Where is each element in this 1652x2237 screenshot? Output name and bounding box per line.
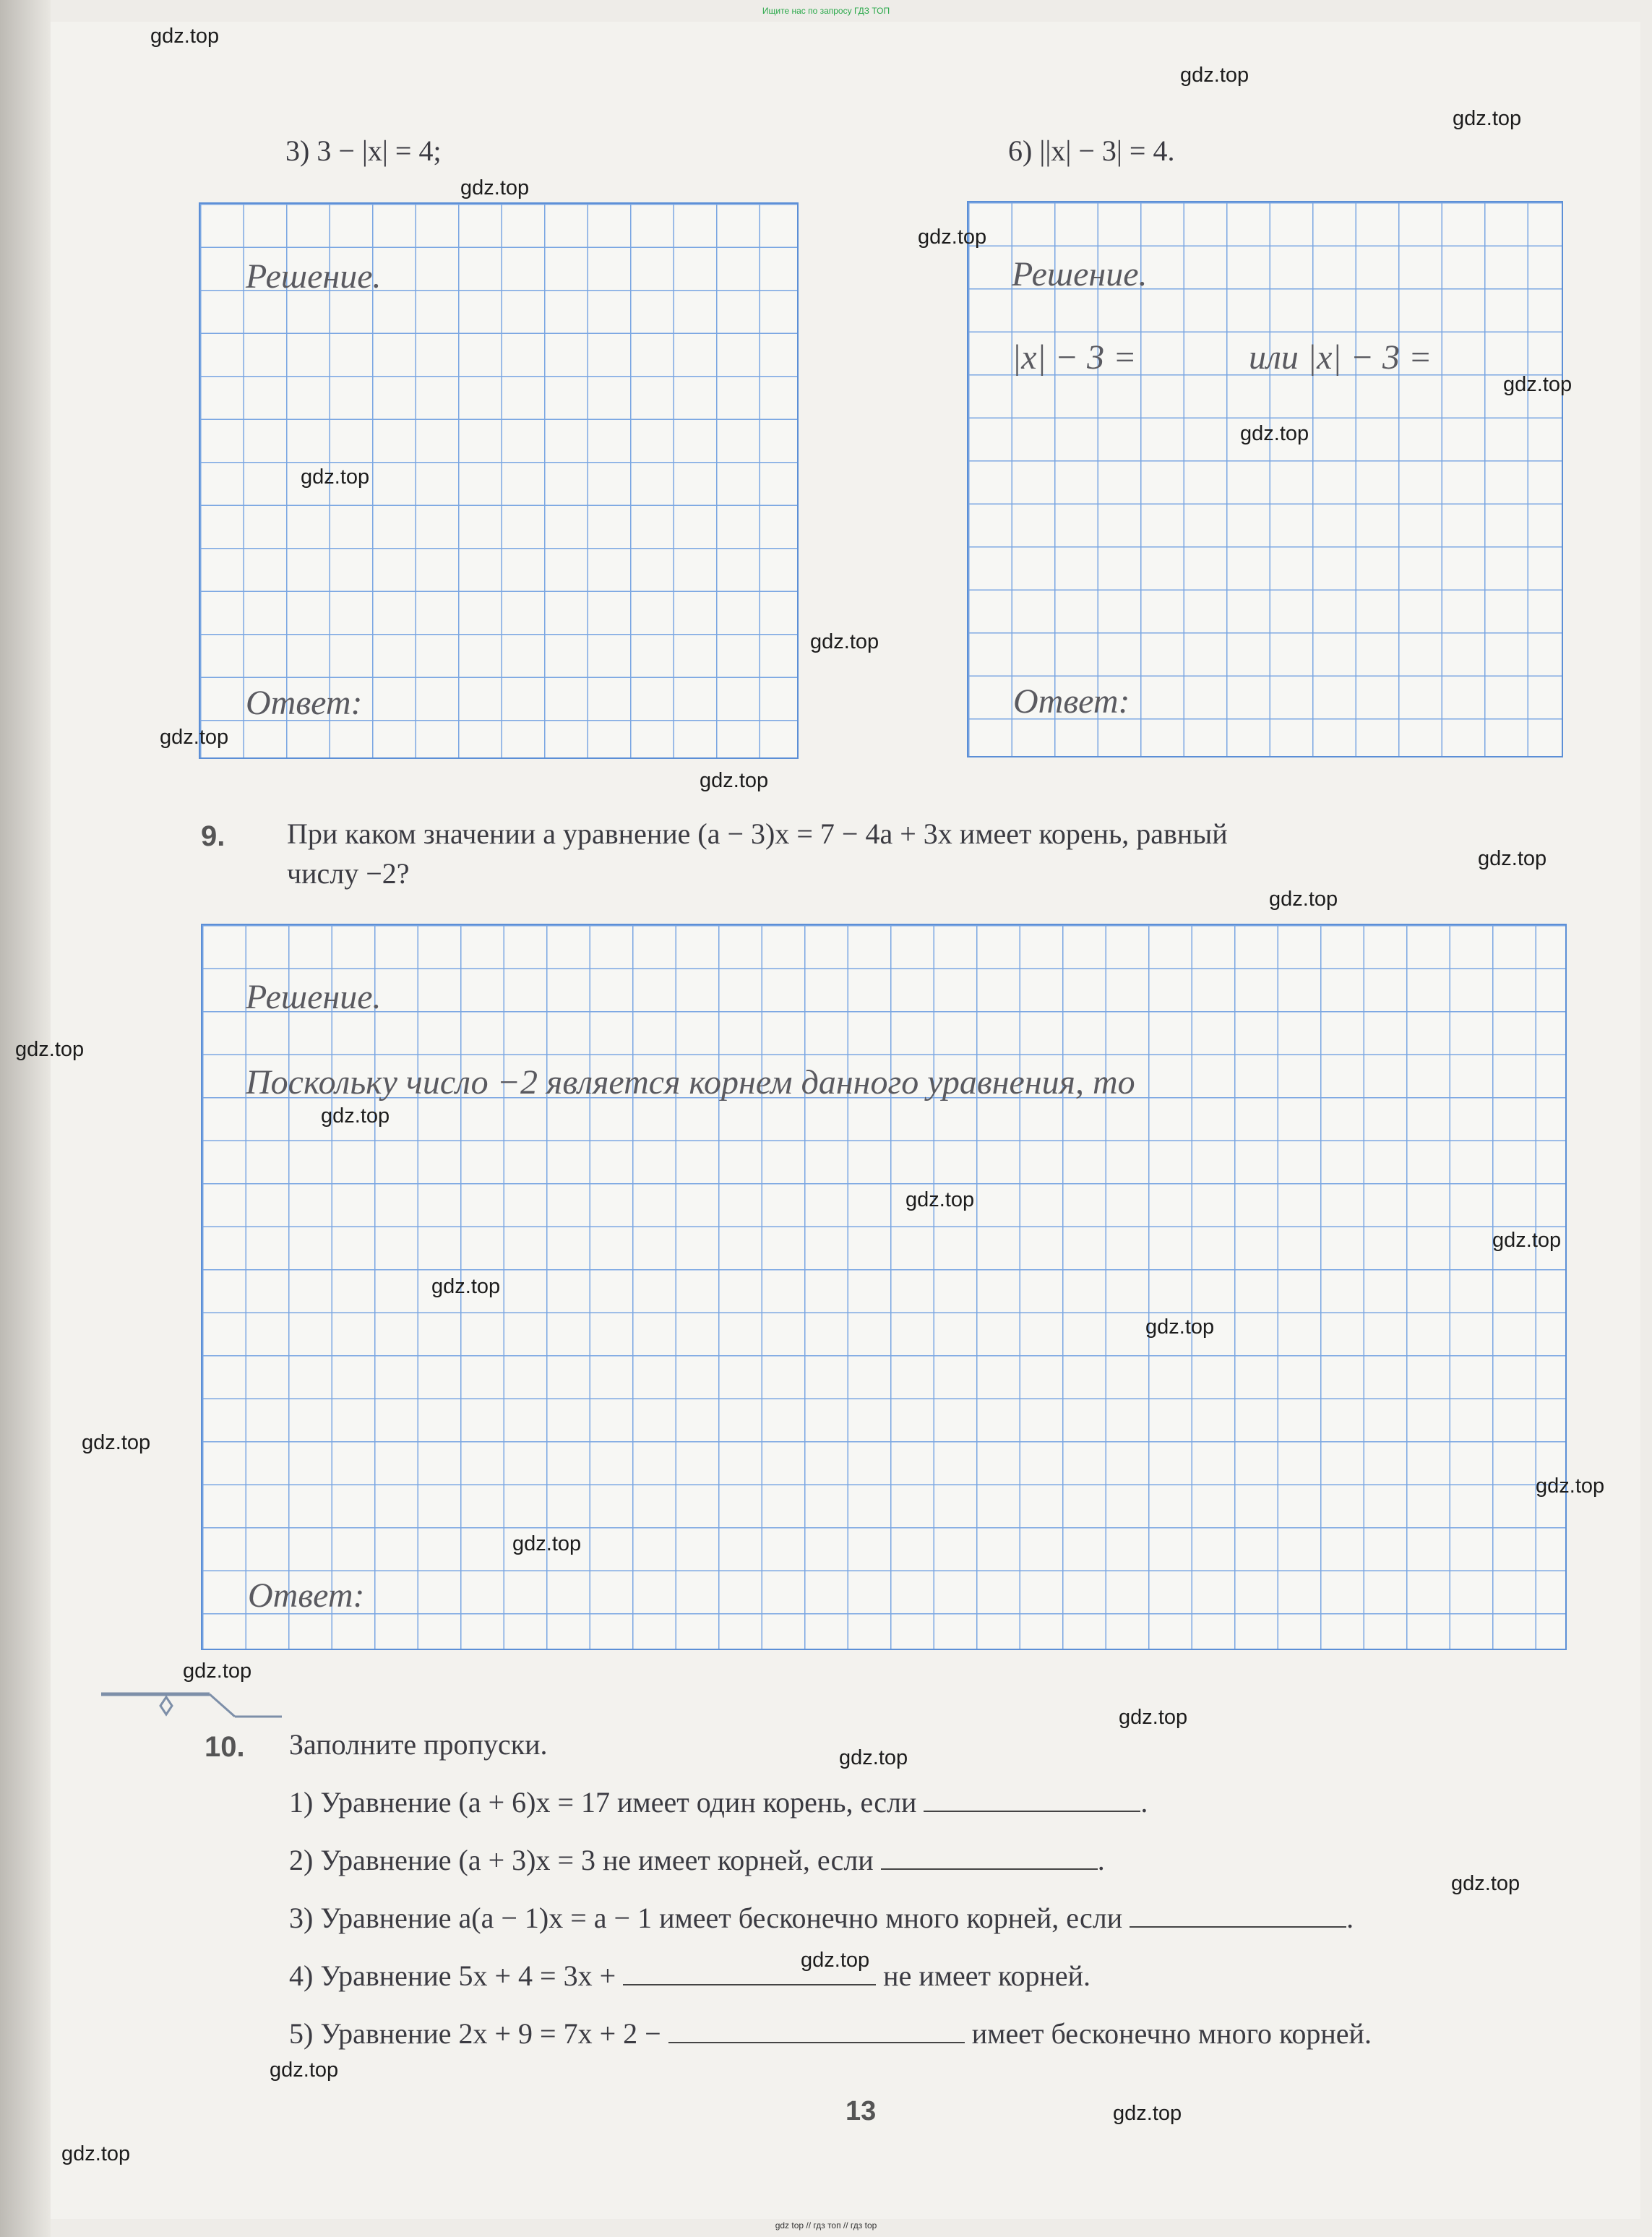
task9-hint-line: Поскольку число −2 является корнем данного уравнения, то (246, 1063, 1135, 1102)
task10-item-5-text: 5) Уравнение 2x + 9 = 7x + 2 − (289, 2017, 661, 2050)
watermark: gdz.top (321, 1104, 390, 1128)
watermark: gdz.top (1269, 888, 1338, 911)
task9-text-line1: При каком значении a уравнение (a − 3)x = 7 − 4a + 3x имеет корень, равный (287, 817, 1228, 850)
watermark: gdz.top (1478, 847, 1547, 870)
watermark: gdz.top (700, 769, 769, 792)
task8-item3: 3) 3 − |x| = 4; (285, 134, 442, 167)
task10-item-5-tail: имеет бесконечно много корней. (971, 2017, 1372, 2050)
watermark: gdz.top (160, 726, 229, 749)
task10-item-2 (289, 1843, 1105, 1877)
task8-right-equation-left: |x| − 3 = (1012, 338, 1137, 377)
task8-right-equation-right: или |x| − 3 = (1249, 338, 1432, 377)
watermark: gdz.top (15, 1038, 85, 1061)
watermark: gdz.top (512, 1532, 582, 1555)
watermark: gdz.top (301, 465, 370, 489)
task8-item6: 6) ||x| − 3| = 4. (1008, 134, 1175, 167)
task8-left-solution-label: Решение. (246, 257, 382, 296)
watermark: gdz.top (810, 630, 879, 653)
task10-item-3-tail: . (1346, 1902, 1354, 1934)
watermark: gdz.top (801, 1949, 870, 1972)
watermark: gdz.top (61, 2142, 131, 2165)
task9-number: 9. (201, 820, 225, 852)
watermark: gdz.top (1453, 107, 1522, 130)
watermark: gdz.top (1119, 1706, 1188, 1729)
watermark: gdz.top (460, 176, 530, 199)
watermark: gdz.top (1180, 64, 1249, 87)
top-search-link[interactable]: Ищите нас по запросу ГДЗ ТОП (762, 6, 890, 16)
watermark: gdz.top (1451, 1872, 1520, 1895)
task10-item-4-text: 4) Уравнение 5x + 4 = 3x + (289, 1959, 616, 1992)
task10-item-4-tail: не имеет корней. (883, 1959, 1091, 1992)
watermark: gdz.top (839, 1746, 908, 1769)
watermark: gdz.top (270, 2058, 339, 2082)
task10-item-2-blank[interactable] (881, 1844, 1098, 1870)
task10-item-1 (289, 1785, 1148, 1819)
watermark: gdz.top (1492, 1229, 1562, 1252)
task8-right-answer-label: Ответ: (1013, 682, 1130, 721)
task8-right-solution-label: Решение. (1012, 255, 1148, 293)
task10-item-5 (289, 2017, 1372, 2051)
watermark: gdz.top (431, 1275, 501, 1298)
task10-item-1-tail: . (1140, 1786, 1148, 1819)
task10-item-2-tail: . (1097, 1844, 1105, 1876)
task10-title: Заполните пропуски. (289, 1728, 548, 1761)
task10-item-3 (289, 1901, 1354, 1935)
section-divider-icon (101, 1677, 282, 1720)
task10-item-3-blank[interactable] (1130, 1902, 1346, 1928)
task9-text-line2: числу −2? (287, 857, 410, 890)
book-spine-shadow (0, 0, 51, 2237)
watermark: gdz.top (918, 226, 987, 249)
task10-item-1-text: 1) Уравнение (a + 6)x = 17 имеет один корень, если (289, 1786, 917, 1819)
task10-item-5-blank[interactable] (668, 2017, 965, 2043)
watermark: gdz.top (1113, 2102, 1182, 2125)
watermark: gdz.top (1503, 373, 1573, 396)
task10-number: 10. (205, 1731, 245, 1763)
page-number: 13 (846, 2096, 877, 2126)
watermark: gdz.top (183, 1659, 252, 1683)
watermark: gdz.top (1536, 1474, 1605, 1498)
watermark: gdz.top (82, 1431, 151, 1454)
watermark: gdz.top (1145, 1315, 1215, 1339)
task10-item-3-text: 3) Уравнение a(a − 1)x = a − 1 имеет бесконечно много корней, если (289, 1902, 1123, 1934)
watermark: gdz.top (905, 1188, 975, 1211)
task9-grid[interactable] (201, 924, 1567, 1650)
watermark: gdz.top (150, 25, 220, 48)
task10-item-2-text: 2) Уравнение (a + 3)x = 3 не имеет корней, если (289, 1844, 874, 1876)
task10-item-4 (289, 1959, 1090, 1993)
task10-item-1-blank[interactable] (924, 1786, 1140, 1812)
task9-answer-label: Ответ: (248, 1576, 365, 1615)
watermark: gdz.top (1240, 422, 1309, 445)
bottom-link[interactable]: gdz top // гдз топ // гдз top (775, 2220, 877, 2230)
task8-left-answer-label: Ответ: (246, 684, 363, 722)
task9-solution-label: Решение. (246, 978, 382, 1016)
